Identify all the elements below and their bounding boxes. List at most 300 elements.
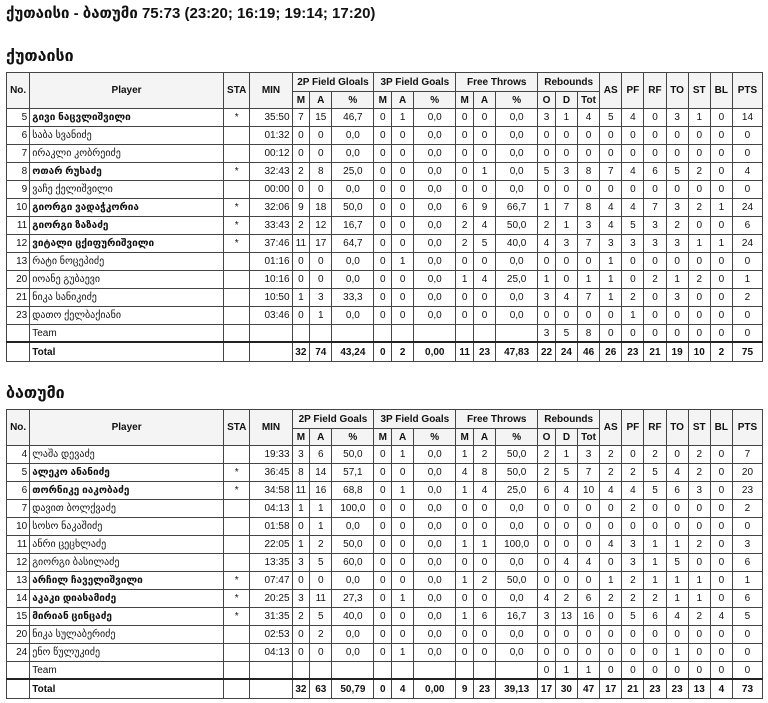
minutes: 00:12 — [250, 145, 292, 163]
player-name: გივი ნაცვლიშვილი — [30, 109, 224, 127]
starter-mark: * — [223, 199, 250, 217]
stat-p2: 0,0 — [332, 626, 374, 644]
stat-tot: 0 — [578, 145, 600, 163]
starter-mark: * — [223, 235, 250, 253]
stat-m3: 0 — [374, 127, 392, 145]
stat-o: 4 — [538, 235, 556, 253]
stat-pts: 2 — [732, 500, 762, 518]
stat-to: 0 — [666, 181, 688, 199]
stat-pft: 0,0 — [496, 253, 538, 271]
stat-pts: 0 — [732, 626, 762, 644]
stat-tot: 0 — [578, 127, 600, 145]
total-stat-d: 24 — [555, 342, 577, 362]
stat-rf: 0 — [644, 289, 666, 307]
stat-p2: 57,1 — [332, 464, 374, 482]
stat-bl: 0 — [710, 482, 732, 500]
team-row-empty — [292, 325, 310, 343]
stat-tot: 3 — [578, 217, 600, 235]
stat-st: 2 — [688, 464, 710, 482]
stat-tot: 6 — [578, 590, 600, 608]
team-stat-o: 3 — [538, 325, 556, 343]
stat-as: 4 — [600, 536, 622, 554]
stat-as: 0 — [600, 127, 622, 145]
stat-m2: 0 — [292, 626, 310, 644]
stat-mft: 0 — [456, 500, 474, 518]
subheader-o: O — [538, 92, 556, 109]
player-name: აკაკი დიასამიძე — [30, 590, 224, 608]
stat-p3: 0,0 — [414, 289, 456, 307]
stat-pts: 1 — [732, 572, 762, 590]
stat-o: 0 — [538, 253, 556, 271]
total-stat-tot: 46 — [578, 342, 600, 362]
stat-to: 0 — [666, 307, 688, 325]
stat-tot: 1 — [578, 271, 600, 289]
stat-bl: 0 — [710, 626, 732, 644]
stat-st: 1 — [688, 590, 710, 608]
starter-mark: * — [223, 217, 250, 235]
stat-as: 0 — [600, 518, 622, 536]
total-stat-mft: 11 — [456, 342, 474, 362]
stat-p3: 0,0 — [414, 464, 456, 482]
stat-pf: 3 — [622, 536, 644, 554]
stat-aft: 0 — [473, 590, 495, 608]
stat-pf: 0 — [622, 127, 644, 145]
total-stat-m2: 32 — [292, 679, 310, 699]
starter-mark — [223, 518, 250, 536]
stat-d: 0 — [555, 127, 577, 145]
player-name: გიორგი ბასილაძე — [30, 554, 224, 572]
stat-p2: 40,0 — [332, 608, 374, 626]
minutes: 10:50 — [250, 289, 292, 307]
stat-p2: 50,0 — [332, 536, 374, 554]
team-row — [7, 662, 763, 680]
stat-rf: 3 — [644, 217, 666, 235]
stat-tot: 4 — [578, 554, 600, 572]
total-stat-pts: 75 — [732, 342, 762, 362]
stat-pft: 0,0 — [496, 289, 538, 307]
stat-a2: 14 — [310, 464, 332, 482]
stat-rf: 1 — [644, 572, 666, 590]
total-stat-m3: 0 — [374, 342, 392, 362]
player-row — [7, 536, 763, 554]
subheader-pct: % — [332, 429, 374, 446]
stat-a2: 0 — [310, 253, 332, 271]
player-number: 6 — [7, 127, 30, 145]
player-row — [7, 253, 763, 271]
stat-m2: 0 — [292, 307, 310, 325]
team-row — [7, 325, 763, 343]
stat-p2: 0,0 — [332, 127, 374, 145]
stat-p3: 0,0 — [414, 626, 456, 644]
minutes: 04:13 — [250, 644, 292, 662]
stat-m2: 1 — [292, 289, 310, 307]
team-1-title: ქუთაისი — [6, 48, 74, 65]
player-number: 13 — [7, 253, 30, 271]
stat-to: 0 — [666, 127, 688, 145]
stat-pf: 5 — [622, 608, 644, 626]
stat-mft: 0 — [456, 253, 474, 271]
stat-aft: 0 — [473, 307, 495, 325]
stat-p2: 68,8 — [332, 482, 374, 500]
stat-as: 3 — [600, 235, 622, 253]
player-row — [7, 163, 763, 181]
stat-pf: 0 — [622, 253, 644, 271]
stat-bl: 0 — [710, 163, 732, 181]
subheader-a: A — [473, 92, 495, 109]
stat-to: 5 — [666, 163, 688, 181]
total-stat-pf: 21 — [622, 679, 644, 699]
stat-m3: 0 — [374, 482, 392, 500]
total-stat-d: 30 — [555, 679, 577, 699]
total-stat-p2: 50,79 — [332, 679, 374, 699]
stat-bl: 0 — [710, 307, 732, 325]
player-number: 11 — [7, 217, 30, 235]
stat-mft: 0 — [456, 289, 474, 307]
stat-rf: 0 — [644, 145, 666, 163]
col-header-pf: PF — [622, 410, 644, 446]
total-stat-o: 22 — [538, 342, 556, 362]
minutes: 01:58 — [250, 518, 292, 536]
stat-a2: 8 — [310, 163, 332, 181]
player-number: 4 — [7, 446, 30, 464]
stat-st: 0 — [688, 644, 710, 662]
col-header-sta: STA — [223, 73, 250, 109]
stat-mft: 6 — [456, 199, 474, 217]
stat-pf: 4 — [622, 109, 644, 127]
minutes: 36:45 — [250, 464, 292, 482]
stat-rf: 5 — [644, 464, 666, 482]
stat-as: 2 — [600, 590, 622, 608]
player-number: 10 — [7, 199, 30, 217]
minutes: 32:43 — [250, 163, 292, 181]
player-row — [7, 644, 763, 662]
stat-o: 3 — [538, 109, 556, 127]
stat-d: 0 — [555, 518, 577, 536]
stat-p2: 25,0 — [332, 163, 374, 181]
total-stat-aft: 23 — [473, 342, 495, 362]
stat-p2: 27,3 — [332, 590, 374, 608]
stat-rf: 1 — [644, 554, 666, 572]
team-row-empty — [332, 662, 374, 680]
stat-pf: 0 — [622, 181, 644, 199]
stat-st: 0 — [688, 181, 710, 199]
stat-mft: 2 — [456, 235, 474, 253]
stat-rf: 1 — [644, 536, 666, 554]
stat-pts: 14 — [732, 109, 762, 127]
stat-m3: 0 — [374, 518, 392, 536]
stat-a2: 3 — [310, 289, 332, 307]
stat-tot: 16 — [578, 608, 600, 626]
team-stat-tot: 1 — [578, 662, 600, 680]
stat-m2: 7 — [292, 109, 310, 127]
stat-st: 0 — [688, 626, 710, 644]
stat-p3: 0,0 — [414, 500, 456, 518]
stat-o: 0 — [538, 644, 556, 662]
subheader-m: M — [292, 92, 310, 109]
starter-mark — [223, 271, 250, 289]
starter-mark — [223, 253, 250, 271]
stat-a3: 0 — [392, 500, 414, 518]
stat-m3: 0 — [374, 235, 392, 253]
stat-to: 3 — [666, 109, 688, 127]
subheader-m: M — [456, 92, 474, 109]
stat-p3: 0,0 — [414, 217, 456, 235]
stat-m2: 0 — [292, 644, 310, 662]
stat-o: 1 — [538, 199, 556, 217]
stat-mft: 0 — [456, 644, 474, 662]
stat-p3: 0,0 — [414, 271, 456, 289]
stat-pf: 0 — [622, 626, 644, 644]
team-row-label: Team — [30, 325, 224, 343]
stat-a2: 11 — [310, 590, 332, 608]
total-row — [7, 342, 763, 362]
stat-p3: 0,0 — [414, 145, 456, 163]
stat-o: 3 — [538, 289, 556, 307]
stat-a3: 0 — [392, 181, 414, 199]
stat-mft: 1 — [456, 536, 474, 554]
team-stat-rf: 0 — [644, 325, 666, 343]
player-number: 11 — [7, 536, 30, 554]
stat-aft: 0 — [473, 518, 495, 536]
stat-m2: 0 — [292, 572, 310, 590]
col-header-sta: STA — [223, 410, 250, 446]
starter-mark — [223, 644, 250, 662]
player-number: 21 — [7, 289, 30, 307]
stat-m2: 0 — [292, 253, 310, 271]
stat-tot: 0 — [578, 572, 600, 590]
stat-to: 0 — [666, 518, 688, 536]
team-row-empty — [374, 662, 392, 680]
stat-m2: 0 — [292, 181, 310, 199]
player-row — [7, 482, 763, 500]
stat-d: 3 — [555, 163, 577, 181]
starter-mark — [223, 536, 250, 554]
player-number: 20 — [7, 271, 30, 289]
stat-as: 2 — [600, 464, 622, 482]
stat-as: 1 — [600, 572, 622, 590]
player-row — [7, 145, 763, 163]
team-row-empty — [496, 662, 538, 680]
stat-aft: 5 — [473, 235, 495, 253]
total-stat-pft: 39,13 — [496, 679, 538, 699]
stat-p2: 50,0 — [332, 446, 374, 464]
stat-pts: 24 — [732, 199, 762, 217]
stat-pft: 0,0 — [496, 181, 538, 199]
player-row — [7, 626, 763, 644]
stat-mft: 0 — [456, 518, 474, 536]
subheader-a: A — [310, 92, 332, 109]
stat-pft: 0,0 — [496, 109, 538, 127]
col-header-3p-field-goals: 3P Field Goals — [374, 410, 456, 429]
stat-to: 1 — [666, 271, 688, 289]
stat-mft: 4 — [456, 464, 474, 482]
col-header-min: MIN — [250, 73, 292, 109]
stat-d: 4 — [555, 289, 577, 307]
stat-p3: 0,0 — [414, 109, 456, 127]
stat-p2: 0,0 — [332, 145, 374, 163]
stat-rf: 0 — [644, 307, 666, 325]
stat-d: 1 — [555, 446, 577, 464]
stat-pf: 2 — [622, 289, 644, 307]
stat-as: 1 — [600, 271, 622, 289]
player-name: ოთარ რუსაძე — [30, 163, 224, 181]
player-name: დათო ქელბაქიანი — [30, 307, 224, 325]
stat-bl: 0 — [710, 181, 732, 199]
player-row — [7, 307, 763, 325]
stat-a3: 1 — [392, 253, 414, 271]
stat-pf: 0 — [622, 644, 644, 662]
total-row — [7, 679, 763, 699]
subheader-m: M — [292, 429, 310, 446]
stat-m3: 0 — [374, 536, 392, 554]
total-stat-o: 17 — [538, 679, 556, 699]
stat-a2: 0 — [310, 271, 332, 289]
stat-st: 0 — [688, 289, 710, 307]
stat-d: 0 — [555, 271, 577, 289]
starter-mark — [223, 307, 250, 325]
stat-aft: 4 — [473, 217, 495, 235]
stat-aft: 0 — [473, 181, 495, 199]
minutes: 37:46 — [250, 235, 292, 253]
stat-o: 0 — [538, 554, 556, 572]
stat-m2: 1 — [292, 536, 310, 554]
stat-aft: 0 — [473, 145, 495, 163]
col-header-to: TO — [666, 73, 688, 109]
stat-a3: 0 — [392, 518, 414, 536]
stat-aft: 2 — [473, 446, 495, 464]
stat-pft: 66,7 — [496, 199, 538, 217]
stat-st: 2 — [688, 271, 710, 289]
col-header-as: AS — [600, 410, 622, 446]
player-row — [7, 235, 763, 253]
stat-a3: 0 — [392, 127, 414, 145]
stat-to: 1 — [666, 644, 688, 662]
player-number: 14 — [7, 590, 30, 608]
stat-o: 5 — [538, 163, 556, 181]
stat-st: 1 — [688, 109, 710, 127]
stat-d: 5 — [555, 464, 577, 482]
total-stat-st: 10 — [688, 342, 710, 362]
stat-rf: 7 — [644, 199, 666, 217]
starter-mark — [223, 626, 250, 644]
stat-pf: 0 — [622, 145, 644, 163]
stat-to: 2 — [666, 217, 688, 235]
stat-st: 2 — [688, 163, 710, 181]
starter-mark: * — [223, 109, 250, 127]
stat-pf: 0 — [622, 518, 644, 536]
stat-pts: 0 — [732, 518, 762, 536]
stat-to: 0 — [666, 253, 688, 271]
col-header-as: AS — [600, 73, 622, 109]
stat-m2: 2 — [292, 163, 310, 181]
subheader-o: O — [538, 429, 556, 446]
stat-o: 2 — [538, 464, 556, 482]
stat-bl: 1 — [710, 199, 732, 217]
stat-pf: 1 — [622, 307, 644, 325]
player-number: 15 — [7, 608, 30, 626]
stat-rf: 0 — [644, 127, 666, 145]
col-header-rf: RF — [644, 410, 666, 446]
total-row-no — [7, 679, 30, 699]
total-stat-m2: 32 — [292, 342, 310, 362]
player-row — [7, 289, 763, 307]
stat-d: 0 — [555, 572, 577, 590]
stat-p2: 0,0 — [332, 271, 374, 289]
stat-p2: 16,7 — [332, 217, 374, 235]
stat-a2: 2 — [310, 536, 332, 554]
stat-o: 0 — [538, 572, 556, 590]
player-row — [7, 446, 763, 464]
stat-st: 2 — [688, 446, 710, 464]
stat-m2: 3 — [292, 590, 310, 608]
team-row-empty — [374, 325, 392, 343]
stat-a2: 17 — [310, 235, 332, 253]
stat-pts: 4 — [732, 163, 762, 181]
stat-d: 0 — [555, 145, 577, 163]
minutes: 04:13 — [250, 500, 292, 518]
team-row-empty — [392, 325, 414, 343]
stat-st: 0 — [688, 500, 710, 518]
stat-pft: 40,0 — [496, 235, 538, 253]
col-header-bl: BL — [710, 73, 732, 109]
team-row-no — [7, 662, 30, 680]
col-header-3p-field-goals: 3P Field Goals — [374, 73, 456, 92]
starter-mark: * — [223, 572, 250, 590]
stat-to: 1 — [666, 536, 688, 554]
stat-d: 1 — [555, 217, 577, 235]
stat-pft: 0,0 — [496, 500, 538, 518]
player-name: მირიან ცინცაძე — [30, 608, 224, 626]
col-header-rebounds: Rebounds — [538, 410, 600, 429]
stat-m3: 0 — [374, 253, 392, 271]
stat-pft: 0,0 — [496, 644, 538, 662]
starter-mark — [223, 127, 250, 145]
player-row — [7, 554, 763, 572]
team-row-no — [7, 325, 30, 343]
stat-p2: 0,0 — [332, 518, 374, 536]
stat-o: 0 — [538, 500, 556, 518]
minutes: 20:25 — [250, 590, 292, 608]
stat-aft: 9 — [473, 199, 495, 217]
stat-aft: 4 — [473, 271, 495, 289]
stat-o: 2 — [538, 446, 556, 464]
stat-a2: 12 — [310, 217, 332, 235]
stat-p2: 0,0 — [332, 572, 374, 590]
stat-pft: 0,0 — [496, 554, 538, 572]
player-name: ენო წულუკიძე — [30, 644, 224, 662]
stat-p2: 0,0 — [332, 307, 374, 325]
minutes: 32:06 — [250, 199, 292, 217]
total-stat-mft: 9 — [456, 679, 474, 699]
player-name: გიორგი ზაზაძე — [30, 217, 224, 235]
stat-pft: 0,0 — [496, 127, 538, 145]
stat-a2: 1 — [310, 500, 332, 518]
stat-tot: 7 — [578, 235, 600, 253]
stat-p3: 0,0 — [414, 235, 456, 253]
starter-mark — [223, 181, 250, 199]
stat-m2: 2 — [292, 217, 310, 235]
stat-to: 4 — [666, 464, 688, 482]
player-number: 9 — [7, 181, 30, 199]
subheader-m: M — [374, 429, 392, 446]
stat-as: 1 — [600, 253, 622, 271]
subheader-pct: % — [496, 429, 538, 446]
minutes: 01:32 — [250, 127, 292, 145]
stat-a2: 2 — [310, 626, 332, 644]
stat-pft: 16,7 — [496, 608, 538, 626]
subheader-pct: % — [496, 92, 538, 109]
subheader-pct: % — [414, 429, 456, 446]
